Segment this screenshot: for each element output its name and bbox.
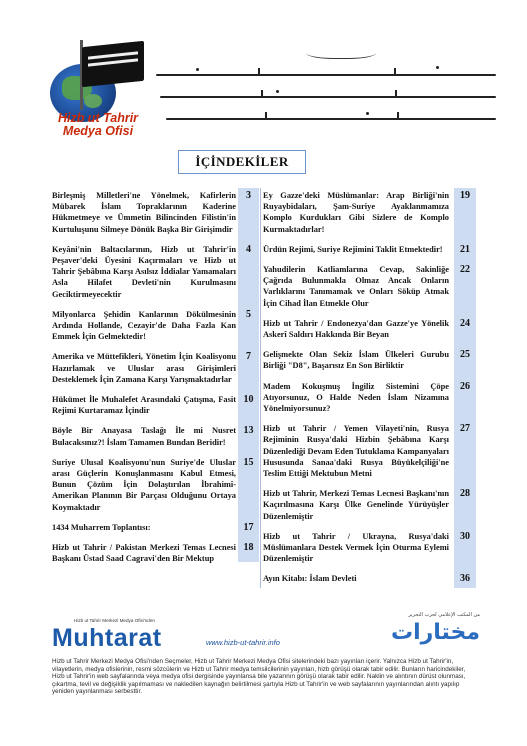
- disclaimer-text: Hizb ut Tahrir Merkezi Medya Ofisi'nden Seçmeler, Hizb ut Tahrir Merkezi Medya Ofisi sitelerindeki bazı yayınları içerir. Yalnızca Hizb ut Tahrir'in, vilayetlerin, medya ofislerinin, resmi sözcülerin ve Hizb ut Tahrir medya temsilcilerinin yayınları, hizb görüşü olarak tabir edilir. Bunların haricindekiler, Hizb ut Tahrir'in web sayfalarında veya medya ofisi dergisinde yayınlansa bile yazarının görüşü olarak tabir edilir. Naklin ve alıntının dürüst olunması, çıkartma, tevil ve değişiklik yapılmaması ve nakledilen kaynağın belirtilmesi şartıyla Hizb ut Tahrir'in ve web sayfalarının yayınlarından alıntı yapılıp yeniden yayınlanması serbesttir.: [52, 658, 466, 696]
- verse-line: [160, 96, 496, 98]
- brand-line-2: Medya Ofisi: [62, 124, 134, 138]
- toc-entry[interactable]: [52, 425, 259, 447]
- toc-entry-title: Hizb ut Tahrir, Merkezi Temas Lecnesi Başkanı'nın Kaçırılmasına Karşı Ülke Genelinde Yürüyüşler Düzenlemiştir: [263, 489, 449, 521]
- arabic-logo: [370, 612, 480, 652]
- website-link[interactable]: www.hizb-ut-tahrir.info: [206, 638, 280, 647]
- toc-entry[interactable]: [263, 423, 476, 479]
- toc-entry-title: 1434 Muharrem Toplantısı:: [52, 522, 151, 532]
- verse-dot: [276, 90, 279, 93]
- toc-page-number: 28: [460, 488, 470, 500]
- muhtarat-logo: [52, 618, 192, 658]
- toc-page-number: 26: [460, 380, 470, 392]
- toc-entry[interactable]: [52, 457, 259, 513]
- toc-entry-title: Ayın Kitabı: İslam Devleti: [263, 574, 357, 584]
- quran-verse-calligraphy: [156, 44, 496, 132]
- toc-entry-title: Hükümet İle Muhalefet Arasındaki Çatışma, Fasit Rejimi Kurtaramaz İçindir: [52, 395, 236, 416]
- verse-dot: [436, 66, 439, 69]
- toc-page-number: 30: [460, 530, 470, 542]
- verse-line: [166, 118, 496, 120]
- header: [0, 0, 527, 140]
- toc-page-number: 3: [246, 190, 251, 201]
- toc-entry-title: Ürdün Rejimi, Suriye Rejimini Taklit Etmektedir!: [263, 244, 443, 254]
- toc-page-number: 7: [246, 351, 251, 363]
- toc-entry[interactable]: [263, 531, 476, 565]
- toc-entry[interactable]: [263, 488, 476, 522]
- verse-dot: [196, 68, 199, 71]
- toc-entry[interactable]: [263, 244, 476, 255]
- toc-entry-title: Hizb ut Tahrir / Pakistan Merkezi Temas Lecnesi Başkanı Üstad Saad Cagravi'den Bir Mektup: [52, 543, 236, 564]
- toc-page-number: 27: [460, 423, 470, 435]
- toc-entry-title: Madem Kokuşmuş İngiliz Sistemini Çöpe Atıyorsunuz, O Halde Neden İslam Nizamına Yönelmiyorsunuz?: [263, 381, 449, 414]
- arabic-logo-caption: من المكتب الإعلامي لحزب التحرير: [408, 612, 480, 618]
- toc-entry[interactable]: [263, 349, 476, 371]
- toc-page-number: 15: [243, 456, 254, 468]
- toc-entry[interactable]: [52, 351, 259, 385]
- toc-page-number: 4: [246, 243, 251, 255]
- toc-entry-title: Hizb ut Tahrir / Yemen Vilayeti'nin, Rusya Rejiminin Rusya'daki Hizbin Şebâbına Karşı Düzenlediği Devam Eden Tutuklama Kampanyaları Hususunda Sanaa'daki Rusya Büyükelçiliği'ne Teslim Ettiği Mektubun Metni: [263, 424, 449, 479]
- brand-name: [44, 112, 152, 138]
- toc-entry[interactable]: [263, 381, 476, 415]
- toc-page-number: 17: [243, 521, 254, 533]
- arabic-wordmark: مختارات: [390, 620, 480, 645]
- toc-entry-title: Böyle Bir Anayasa Taslağı İle mi Nusret Bulacaksınız?! İslam Tamamen Bundan Beridir!: [52, 426, 236, 447]
- page-title: İÇİNDEKİLER: [178, 150, 306, 174]
- toc-entry[interactable]: [263, 318, 476, 340]
- toc-page-number: 36: [460, 573, 470, 585]
- muhtarat-wordmark: Muhtarat: [52, 624, 162, 652]
- toc-entry[interactable]: [263, 190, 476, 235]
- toc-page-number: 19: [460, 190, 470, 201]
- toc-entry-title: Milyonlarca Şehidin Kanlarının Dökülmesinin Ardında Hollande, Cezayir'de Daha Fazla Kan Emmek İçin Gelmektedir!: [52, 309, 236, 342]
- toc-entry[interactable]: [52, 522, 259, 533]
- toc-page-number: 21: [460, 243, 470, 255]
- toc-entry[interactable]: [52, 394, 259, 416]
- footer: [0, 612, 527, 746]
- toc-page-number: 10: [243, 394, 254, 406]
- brand-line-1: Hizb ut Tahrir: [57, 111, 139, 125]
- verse-dot: [366, 112, 369, 115]
- logo-caption: Hizb ut Tahrir Merkezi Medya Ofisi'nden: [74, 618, 155, 623]
- toc-entry[interactable]: [52, 244, 259, 300]
- toc-entry[interactable]: [52, 190, 259, 235]
- toc-entry[interactable]: [263, 264, 476, 309]
- toc-page-number: 25: [460, 349, 470, 361]
- toc-entry-title: Hizb ut Tahrir / Ukrayna, Rusya'daki Müslümanlara Destek Vermek İçin Oturma Eylemi Düzenlemiştir: [263, 531, 449, 564]
- toc-entry-title: Keyâni'nin Baltacılarının, Hizb ut Tahrir'in Peşaver'deki Üyesini Kaçırmaları ve Hizb ut Tahrir Şebâbına Karşı Asılsız İddialar Yamamaları Asla Hilafet Devleti'nin Kurulmasını Geciktirmeyecektir: [52, 244, 236, 299]
- toc-page-number: 22: [460, 264, 470, 276]
- toc-right-column: [263, 190, 476, 594]
- toc-left-column: [52, 190, 259, 573]
- toc-entry-title: Gelişmekte Olan Sekiz İslam Ülkeleri Gurubu Birliği "D8", Başarısız En Son Birliktir: [263, 350, 449, 371]
- toc-entry-title: Yahudilerin Katliamlarına Cevap, Sakinliğe Çağrıda Bulunmakla Olmaz Ancak Onların Varlıklarını Tanımamak ve Onları Söküp Atmak İçin Cihad İlan Etmekle Olur: [263, 265, 449, 308]
- toc-entry-title: Amerika ve Müttefikleri, Yönetim İçin Koalisyonu Hazırlamak ve Uluslar arası Girişimleri Desteklemek İçin Zamana Karşı Yarışmaktadırlar: [52, 352, 236, 384]
- toc-entry-title: Hizb ut Tahrir / Endonezya'dan Gazze'ye Yönelik Askerî Saldırı Hakkında Bir Beyan: [263, 318, 449, 340]
- flag-icon: [82, 41, 144, 88]
- toc-entry-title: Suriye Ulusal Koalisyonu'nun Suriye'de Uluslar arası Güçlerin Konuşlanmasını Kabul Etmesi, Bunun Çözüm İçin Dolaştırılan İbrahimî-Amerikan Planının Bir Parçası Olduğunu Ortaya Koymaktadır: [52, 457, 236, 512]
- toc-entry-title: Ey Gazze'deki Müslümanlar: Arap Birliği'nin Ruyaybidaları, Şam-Suriye Ayaklanmamıza Komplo Kurdukları Gibi Sizlere de Komplo Kurmaktadırlar!: [263, 191, 449, 234]
- toc-entry-title: Birleşmiş Milletleri'ne Yönelmek, Kafirlerin Mübarek İslam Topraklarının Kaderine Hükmetmeye ve Ümmetin Bilincinden Filistin'in Kurtuluşunu Silmeye Dönük Başka Bir Girişimdir: [52, 191, 236, 234]
- toc-page-number: 5: [246, 308, 251, 320]
- toc-page-number: 18: [243, 542, 254, 554]
- toc-entry[interactable]: [52, 542, 259, 564]
- toc-entry[interactable]: [263, 573, 476, 584]
- toc-page-number: 24: [460, 317, 470, 329]
- verse-line: [156, 74, 496, 76]
- bismillah-calligraphy: [306, 44, 376, 59]
- column-divider: [260, 188, 261, 588]
- toc-entry[interactable]: [52, 309, 259, 343]
- toc-page-number: 13: [243, 425, 254, 437]
